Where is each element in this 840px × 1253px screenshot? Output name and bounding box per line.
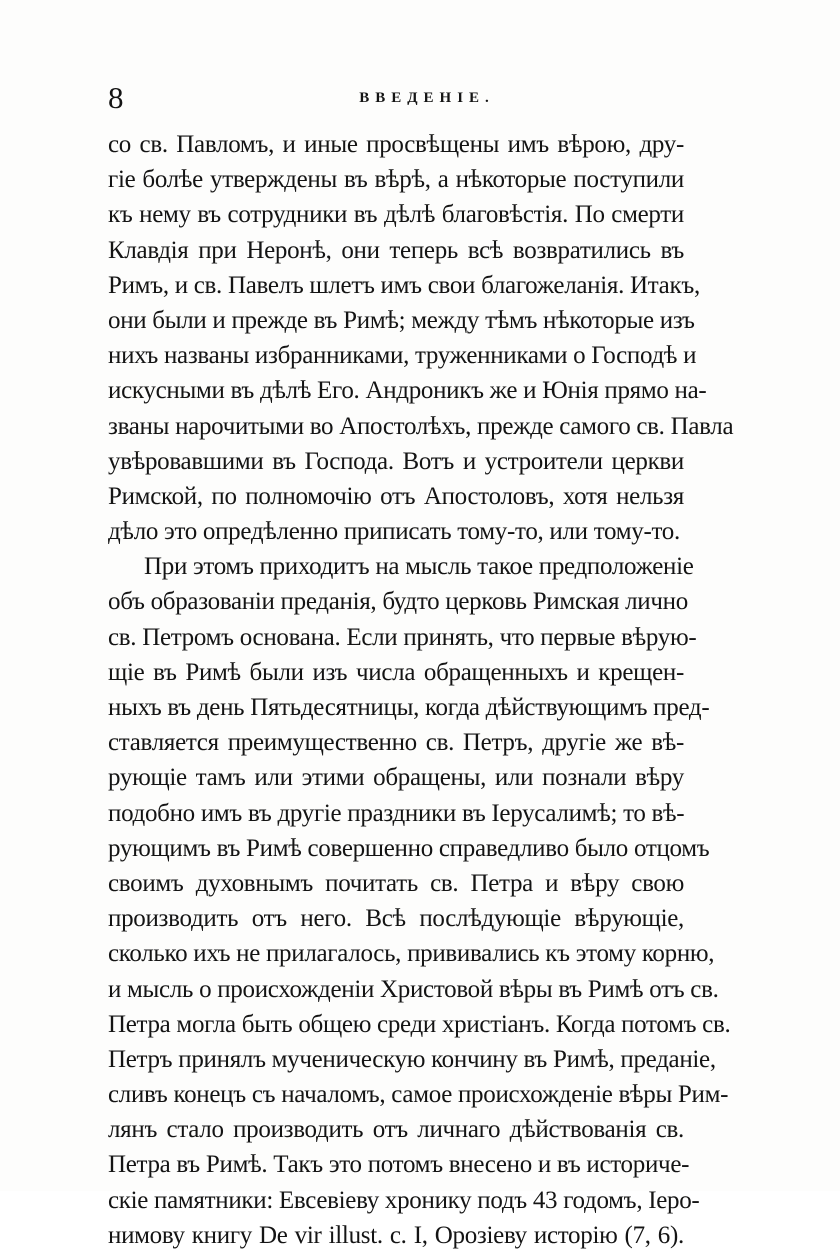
text-line: и мысль о происхожденіи Христовой вѣры въ Римѣ отъ св. (108, 975, 719, 1003)
text-line: св. Петромъ основана. Если принять, что первые вѣрую- (108, 623, 697, 651)
text-line: щіе въ Римѣ были изъ числа обращенныхъ и крещен- (108, 658, 684, 686)
text-line: нимову книгу De vir illust. c. I, Орозіеву исторію (7, 6). (108, 1221, 684, 1249)
running-head: ВВЕДЕНІЕ. (359, 90, 495, 106)
text-line: со св. Павломъ, и иные просвѣщены имъ вѣрою, дру- (108, 131, 684, 158)
text-line: объ образованіи преданія, будто церковь Римская лично (108, 588, 688, 616)
text-line: лянъ стало производить отъ личнаго дѣйствованія св. (108, 1116, 684, 1144)
text-line: Римъ, и св. Павелъ шлетъ имъ свои благожеланія. Итакъ, (108, 271, 700, 299)
text-line: гіе болѣе утверждены въ вѣрѣ, а нѣкоторые поступили (108, 166, 684, 194)
text-line: подобно имъ въ другіе праздники въ Іерусалимѣ; то вѣ- (108, 799, 685, 827)
text-line: нихъ названы избранниками, труженниками о Господѣ и (108, 342, 697, 370)
body-text (108, 127, 734, 1253)
text-line: ныхъ въ день Пятьдесятницы, когда дѣйствующимъ пред- (108, 694, 710, 721)
text-line: своимъ духовнымъ почитать св. Петра и вѣру свою (108, 869, 684, 897)
paragraph-first-line: При этомъ приходитъ на мысль такое предположеніе (144, 553, 694, 581)
text-line: Петра въ Римѣ. Такъ это потомъ внесено и въ историче- (108, 1151, 690, 1179)
text-line: скіе памятники: Евсевіеву хронику подъ 43 годомъ, Іеро- (108, 1186, 700, 1214)
paragraph-end-line: дѣло это опредѣленно приписать тому-то, или тому-то. (108, 518, 680, 546)
text-line: искусными въ дѣлѣ Его. Андроникъ же и Юнія прямо на- (108, 377, 707, 405)
text-line: сливъ конецъ съ началомъ, самое происхожденіе вѣры Рим- (108, 1081, 729, 1109)
text-line: рующіе тамъ или этими обращены, или познали вѣру (108, 764, 684, 792)
text-line: рующимъ въ Римѣ совершенно справедливо было отцомъ (108, 834, 710, 862)
text-line: Римской, по полномочію отъ Апостоловъ, хотя нельзя (108, 482, 684, 510)
text-line: сколько ихъ не прилагалось, прививались къ этому корню, (108, 940, 715, 968)
text-line: къ нему въ сотрудники въ дѣлѣ благовѣстія. По смерти (108, 201, 684, 229)
text-line: производить отъ него. Всѣ послѣдующіе вѣрующіе, (108, 905, 684, 933)
text-line: ставляется преимущественно св. Петръ, другіе же вѣ- (108, 729, 684, 757)
text-line: они были и прежде въ Римѣ; между тѣмъ нѣкоторые изъ (108, 306, 695, 334)
text-line: званы нарочитыми во Апостолѣхъ, прежде самого св. Павла (108, 412, 734, 440)
text-line: Клавдія при Неронѣ, они теперь всѣ возвратились въ (108, 236, 684, 264)
text-line: Петра могла быть общею среди христіанъ. Когда потомъ св. (108, 1010, 731, 1038)
text-line: Петръ принялъ мученическую кончину въ Римѣ, преданіе, (108, 1045, 716, 1073)
text-line: увѣровавшими въ Господа. Вотъ и устроители церкви (108, 447, 684, 475)
page-number: 8 (108, 80, 124, 115)
